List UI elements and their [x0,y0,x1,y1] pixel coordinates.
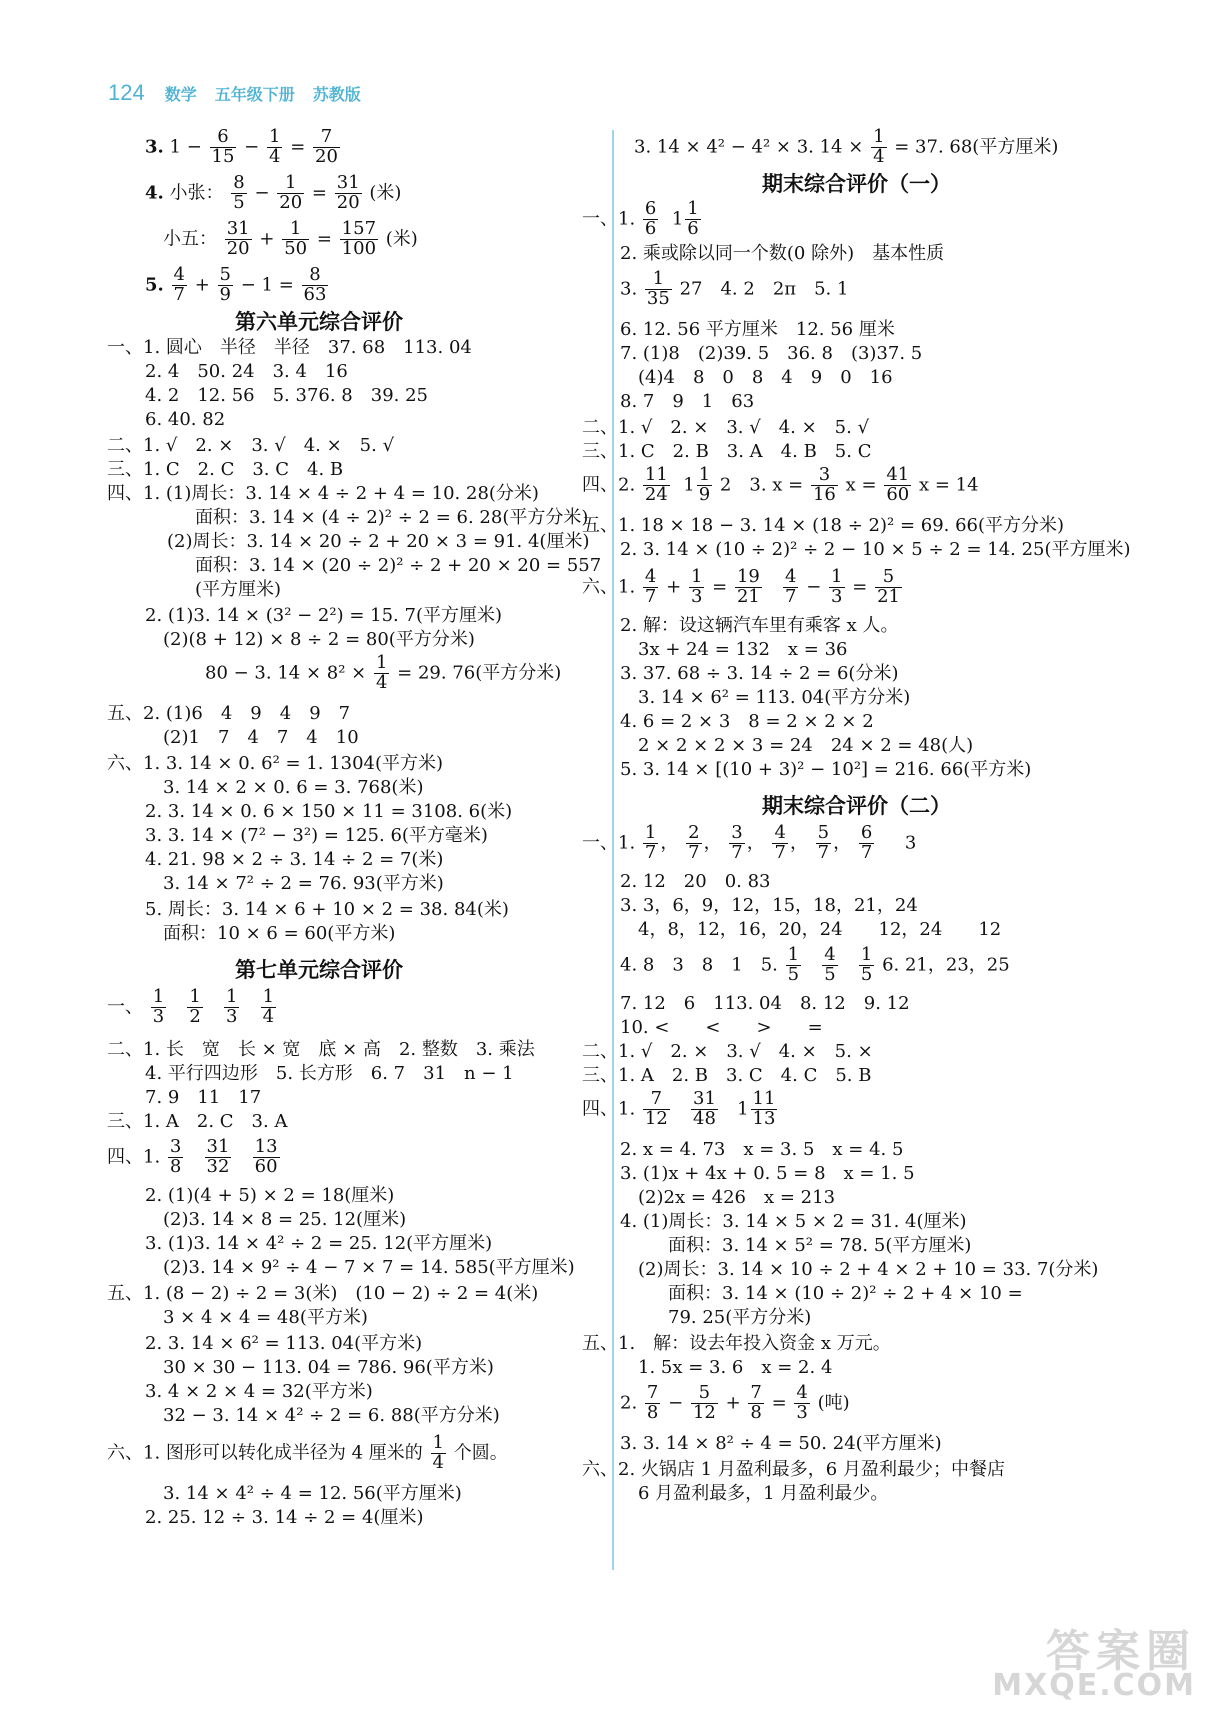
answer-line: 3. 14 × 4² − 4² × 3. 14 × $\frac{1}{4}$ = 37. 68(平方厘米) [634,126,1059,167]
answer-line: 4. 平行四边形 5. 长方形 6. 7 31 n − 1 [145,1063,514,1084]
watermark-logo [992,1626,1196,1703]
fraction: $\frac{157}{100}$ [341,218,377,259]
fraction: $\frac{6}{6}$ [644,198,657,239]
answer-line: (4)4 8 0 8 4 9 0 16 [638,367,893,388]
answer-line: 二、1. 长 宽 长 × 宽 底 × 高 2. 整数 3. 乘法 [107,1039,535,1060]
answer-line: 2. 乘或除以同一个数(0 除外) 基本性质 [620,243,945,264]
page-number: 124 [108,80,145,105]
answer-line: 六、1. 图形可以转化成半径为 4 厘米的 $\frac{1}{4}$ 个圆。 [107,1432,508,1473]
answer-line: 二、1. √ 2. × 3. √ 4. × 5. √ [107,435,395,456]
answer-line: 2. $\frac{7}{8}$ − $\frac{5}{12}$ + $\frac{7}{8}$ = $\frac{4}{3}$ (吨) [620,1382,850,1423]
fraction: $\frac{11}{24}$ [644,464,668,505]
answer-line: 六、1. 3. 14 × 0. 6² = 1. 1304(平方米) [107,753,444,774]
answer-line: 2. 3. 14 × 6² = 113. 04(平方米) [145,1333,423,1354]
fraction: $\frac{7}{20}$ [315,126,338,167]
answer-line: 二、1. √ 2. × 3. √ 4. × 5. × [582,1041,873,1062]
fraction: $\frac{7}{8}$ [750,1382,762,1423]
fraction: $\frac{8}{63}$ [303,264,327,305]
answer-line: 30 × 30 − 113. 04 = 786. 96(平方米) [163,1357,494,1378]
fraction: $\frac{31}{20}$ [336,172,360,213]
answer-line: 7. 12 6 113. 04 8. 12 9. 12 [620,993,910,1014]
fraction: $\frac{1}{2}$ [189,986,201,1027]
answer-line: 3. 1 − $\frac{6}{15}$ − $\frac{1}{4}$ = $\frac{7}{20}$ [145,126,338,167]
fraction: $\frac{1}{35}$ [646,268,670,309]
section-title-unit7: 第七单元综合评价 [235,958,403,982]
answer-line: 5. $\frac{4}{7}$ + $\frac{5}{9}$ − 1 = $\frac{8}{63}$ [145,264,327,305]
fraction: $\frac{1}{3}$ [225,986,238,1027]
answer-line: 2. 4 50. 24 3. 4 16 [145,361,348,382]
answer-line: 三、1. C 2. B 3. A 4. B 5. C [582,441,872,462]
fraction: $\frac{3}{16}$ [812,464,836,505]
answer-line: 5. 周长：3. 14 × 6 + 10 × 2 = 38. 84(米) [145,899,509,920]
answer-line: 2. x = 4. 73 x = 3. 5 x = 4. 5 [620,1139,904,1160]
answer-line: (2)3. 14 × 8 = 25. 12(厘米) [163,1209,407,1230]
fraction: $\frac{1}{4}$ [375,652,388,693]
answer-line: 二、1. √ 2. × 3. √ 4. × 5. √ [582,417,870,438]
answer-line: 2. 25. 12 ÷ 3. 14 ÷ 2 = 4(厘米) [145,1507,424,1528]
fraction: $\frac{1}{4}$ [262,986,275,1027]
answer-line: 3x + 24 = 132 x = 36 [638,639,848,660]
fraction: $\frac{7}{8}$ [646,1382,659,1423]
answer-line: 4. 小张： $\frac{8}{5}$ − $\frac{1}{20}$ = $\frac{31}{20}$ (米) [145,172,402,213]
fraction: $\frac{31}{48}$ [693,1088,716,1129]
edition-label: 苏教版 [312,85,361,104]
answer-line: 10. < < > = [620,1017,823,1038]
fraction: $\frac{13}{60}$ [254,1136,278,1177]
fraction: $\frac{1}{5}$ [860,944,873,985]
answer-line: 面积：10 × 6 = 60(平方米) [163,923,396,944]
answer-line: 五、1. (8 − 2) ÷ 2 = 3(米) (10 − 2) ÷ 2 = 4(米) [107,1283,539,1304]
answer-line: 5. 3. 14 × [(10 + 3)² − 10²] = 216. 66(平方米) [620,759,1032,780]
subject-label: 数学 [164,85,197,104]
answer-line: 2 × 2 × 2 × 3 = 24 24 × 2 = 48(人) [638,735,974,756]
answer-line: 四、1. $\frac{3}{8}$ $\frac{31}{32}$ $\frac{13}{60}$ [107,1136,278,1177]
answer-line: 三、1. A 2. C 3. A [107,1111,288,1132]
answer-line: 3. 37. 68 ÷ 3. 14 ÷ 2 = 6(分米) [620,663,899,684]
answer-line: 3. 14 × 2 × 0. 6 = 3. 768(米) [163,777,424,798]
fraction: $\frac{7}{12}$ [644,1088,668,1129]
answer-line: (2)3. 14 × 9² ÷ 4 − 7 × 7 = 14. 585(平方厘米) [163,1257,575,1278]
fraction: $\frac{11}{13}$ [752,1088,776,1129]
fraction: $\frac{31}{20}$ [226,218,250,259]
answer-line: 五、1. 18 × 18 − 3. 14 × (18 ÷ 2)² = 69. 66(平方分米) [582,515,1065,536]
answer-line: 4. 21. 98 × 2 ÷ 3. 14 ÷ 2 = 7(米) [145,849,444,870]
watermark-url: MXQE.COM [992,1668,1196,1703]
fraction: $\frac{4}{7}$ [785,566,797,607]
answer-line: 4. 6 = 2 × 3 8 = 2 × 2 × 2 [620,711,874,732]
fraction: $\frac{1}{4}$ [432,1432,444,1473]
answer-line: (2)2x = 426 x = 213 [638,1187,836,1208]
answer-line: 2. 解：设这辆汽车里有乘客 x 人。 [620,615,899,636]
answer-line: 2. 3. 14 × 0. 6 × 150 × 11 = 3108. 6(米) [145,801,513,822]
fraction: $\frac{1}{3}$ [831,566,843,607]
answer-line: 3. 4 × 2 × 4 = 32(平方米) [145,1381,373,1402]
fraction: $\frac{5}{12}$ [692,1382,716,1423]
answer-line: 六、1. $\frac{4}{7}$ + $\frac{1}{3}$ = $\frac{19}{21}$ $\frac{4}{7}$ − $\frac{1}{3}$ = $\frac{5}{21}$ [582,566,900,607]
fraction: $\frac{4}{7}$ [173,264,185,305]
answer-line: 4. 2 12. 56 5. 376. 8 39. 25 [145,385,428,406]
answer-line: 3. 14 × 6² = 113. 04(平方分米) [638,687,911,708]
answer-line: 80 − 3. 14 × 8² × $\frac{1}{4}$ = 29. 76(平方分米) [205,652,562,693]
answer-line: 6. 12. 56 平方厘米 12. 56 厘米 [620,319,895,340]
answer-line: 面积：3. 14 × 5² = 78. 5(平方厘米) [668,1235,972,1256]
answer-line: 7. (1)8 (2)39. 5 36. 8 (3)37. 5 [620,343,923,364]
fraction: $\frac{4}{5}$ [824,944,836,985]
fraction: $\frac{4}{3}$ [796,1382,808,1423]
answer-line: 2. (1)3. 14 × (3² − 2²) = 15. 7(平方厘米) [145,605,502,626]
answer-line: 四、1. $\frac{7}{12}$ $\frac{31}{48}$ 1 $\frac{11}{13}$ [582,1088,776,1129]
answer-line: 3. 14 × 7² ÷ 2 = 76. 93(平方米) [163,873,444,894]
answer-line: (2)周长：3. 14 × 20 ÷ 2 + 20 × 3 = 91. 4(厘米) [167,531,590,552]
answer-line: 8. 7 9 1 63 [620,391,755,412]
answer-line: 小五： $\frac{31}{20}$ + $\frac{1}{50}$ = $\frac{157}{100}$ (米) [163,218,418,259]
fraction: $\frac{1}{3}$ [152,986,165,1027]
answer-line: 一、1. $\frac{6}{6}$ 1 $\frac{1}{6}$ [582,198,699,239]
fraction: $\frac{6}{15}$ [211,126,235,167]
watermark-title: 答案圈 [1046,1626,1196,1677]
fraction: $\frac{1}{3}$ [690,566,703,607]
fraction: $\frac{3}{7}$ [731,822,743,863]
fraction: $\frac{31}{32}$ [206,1136,230,1177]
answer-line: 四、1. (1)周长：3. 14 × 4 ÷ 2 + 4 = 10. 28(分米) [107,483,539,504]
answer-line: 3. 3. 14 × (7² − 3²) = 125. 6(平方毫米) [145,825,488,846]
answer-line: 3. $\frac{1}{35}$ 27 4. 2 2π 5. 1 [620,268,849,309]
answer-line: 面积：3. 14 × (4 ÷ 2)² ÷ 2 = 6. 28(平方分米) [195,507,589,528]
answer-line: 3. 3. 14 × 8² ÷ 4 = 50. 24(平方厘米) [620,1433,942,1454]
fraction: $\frac{1}{4}$ [873,126,885,167]
answer-line: (2)(8 + 12) × 8 ÷ 2 = 80(平方分米) [163,629,475,650]
grade-label: 五年级下册 [214,85,295,104]
answer-line: 2. (1)(4 + 5) × 2 = 18(厘米) [145,1185,395,1206]
answer-line: 6 月盈利最多，1 月盈利最少。 [638,1483,889,1504]
section-title-final-1: 期末综合评价（一） [762,172,951,196]
answer-line: 6. 40. 82 [145,409,226,430]
answer-line: 四、2. $\frac{11}{24}$ 1 $\frac{1}{9}$ 2 3. x = $\frac{3}{16}$ x = $\frac{41}{60}$ x = 14 [582,464,979,505]
answer-line: 一、1. $\frac{1}{7}$ ， $\frac{2}{7}$ ， $\frac{3}{7}$ ， $\frac{4}{7}$ ， $\frac{5}{7}$ ， $\frac{6}{7}$ 3 [582,822,917,863]
fraction: $\frac{2}{7}$ [688,822,700,863]
answer-line: 2. 3. 14 × (10 ÷ 2)² ÷ 2 − 10 × 5 ÷ 2 = 14. 25(平方厘米) [620,539,1131,560]
page-header [108,80,379,110]
answer-line: 3 × 4 × 4 = 48(平方米) [163,1307,368,1328]
answer-line: 六、2. 火锅店 1 月盈利最多，6 月盈利最少；中餐店 [582,1459,1005,1480]
answer-line: 4，8，12，16，20，24 12，24 12 [638,919,1002,940]
fraction: $\frac{5}{21}$ [877,566,900,607]
answer-line: 3. 3，6，9，12，15，18，21，24 [620,895,918,916]
fraction: $\frac{6}{7}$ [860,822,873,863]
fraction: $\frac{1}{20}$ [279,172,303,213]
answer-line: 79. 25(平方分米) [668,1307,812,1328]
section-title-final-2: 期末综合评价（二） [762,794,951,818]
answer-line: 三、1. A 2. B 3. C 4. C 5. B [582,1065,872,1086]
fraction: $\frac{1}{9}$ [698,464,711,505]
answer-line: 三、1. C 2. C 3. C 4. B [107,459,344,480]
fraction: $\frac{5}{7}$ [817,822,830,863]
answer-line: (2)1 7 4 7 4 10 [163,727,359,748]
fraction: $\frac{4}{7}$ [774,822,786,863]
answer-line: 3. (1)3. 14 × 4² ÷ 2 = 25. 12(平方厘米) [145,1233,493,1254]
answer-line: 一、1. 圆心 半径 半径 37. 68 113. 04 [107,337,472,358]
fraction: $\frac{1}{50}$ [284,218,308,259]
fraction: $\frac{4}{7}$ [644,566,657,607]
fraction: $\frac{3}{8}$ [169,1136,182,1177]
fraction: $\frac{41}{60}$ [886,464,910,505]
fraction: $\frac{1}{4}$ [269,126,281,167]
fraction: $\frac{1}{7}$ [644,822,657,863]
answer-line: 一、 $\frac{1}{3}$ $\frac{1}{2}$ $\frac{1}{3}$ $\frac{1}{4}$ [107,986,275,1027]
fraction: $\frac{5}{9}$ [219,264,231,305]
fraction: $\frac{8}{5}$ [233,172,245,213]
answer-line: 32 − 3. 14 × 4² ÷ 2 = 6. 88(平方分米) [163,1405,500,1426]
answer-line: 3. (1)x + 4x + 0. 5 = 8 x = 1. 5 [620,1163,915,1184]
fraction: $\frac{19}{21}$ [736,566,760,607]
answer-line: 3. 14 × 4² ÷ 4 = 12. 56(平方厘米) [163,1483,462,1504]
answer-line: 2. 12 20 0. 83 [620,871,771,892]
answer-line: 4. 8 3 8 1 5. $\frac{1}{5}$ $\frac{4}{5}$ $\frac{1}{5}$ 6. 21，23，25 [620,944,1010,985]
section-title-unit6: 第六单元综合评价 [235,310,403,334]
answer-line: (平方厘米) [195,579,282,600]
answer-line: 4. (1)周长：3. 14 × 5 × 2 = 31. 4(厘米) [620,1211,967,1232]
answer-line: (2)周长：3. 14 × 10 ÷ 2 + 4 × 2 + 10 = 33. 7(分米) [638,1259,1099,1280]
answer-line: 1. 5x = 3. 6 x = 2. 4 [638,1357,833,1378]
answer-line: 7. 9 11 17 [145,1087,262,1108]
fraction: $\frac{1}{6}$ [687,198,699,239]
answer-line: 五、2. (1)6 4 9 4 9 7 [107,703,351,724]
answer-line: 五、1. 解：设去年投入资金 x 万元。 [582,1333,891,1354]
answer-line: 面积：3. 14 × (10 ÷ 2)² ÷ 2 + 4 × 10 = [668,1283,1023,1304]
fraction: $\frac{1}{5}$ [787,944,800,985]
answer-line: 面积：3. 14 × (20 ÷ 2)² ÷ 2 + 20 × 20 = 557 [195,555,602,576]
